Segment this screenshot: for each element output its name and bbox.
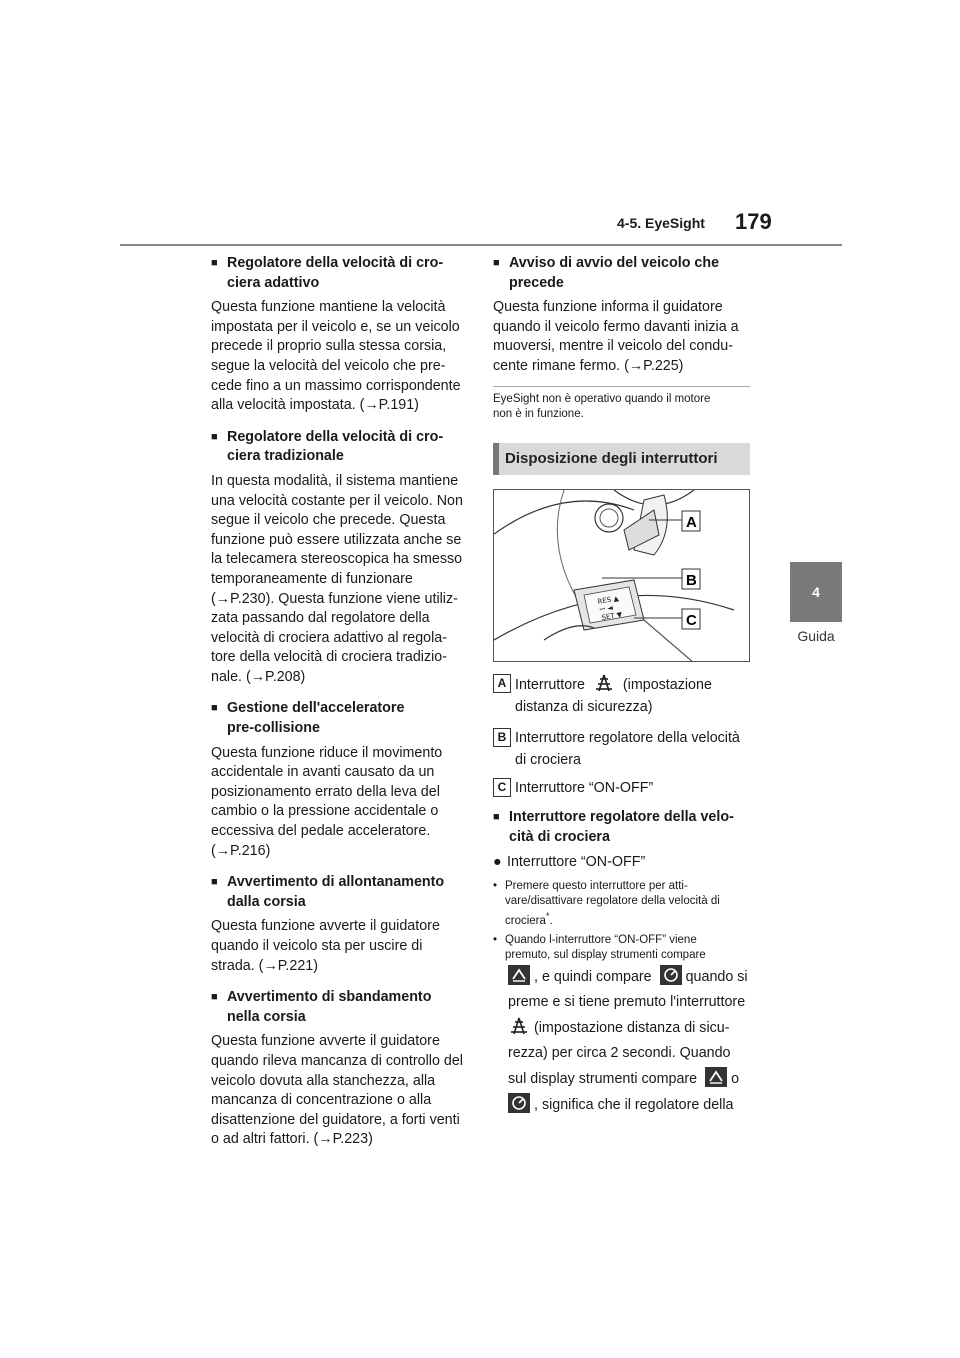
legend-text: distanza di sicurezza) [515, 699, 653, 715]
text-line: disattenzione del guidatore, a forti venti [211, 1111, 460, 1128]
heading-line: Interruttore regolatore della velo- [509, 809, 734, 825]
lever-set-label: SET ▼ [600, 610, 623, 622]
text-line: alla velocità impostata. (→P.191) [211, 397, 419, 414]
heading-line: nella corsia [227, 1008, 306, 1025]
text-line: la telecamera stereoscopica ha smesso [211, 551, 463, 568]
footnote-marker: * [545, 910, 550, 922]
legend-text: Interruttore regolatore della velocità [514, 730, 740, 746]
body-acc [211, 298, 466, 416]
heading-line: dalla corsia [227, 893, 306, 910]
continuation-line: sul display strumenti compare [508, 1071, 698, 1087]
square-bullet-icon: ■ [211, 702, 218, 715]
text-line: una velocità costante per il veicolo. Non [211, 492, 463, 509]
header-divider [120, 244, 842, 246]
distance-setting-icon [508, 1016, 530, 1036]
square-bullet-icon: ■ [211, 257, 218, 269]
text-line: (→P.230). Questa funzione viene utiliz- [211, 590, 458, 607]
small-dot-icon: • [493, 933, 498, 946]
steering-wheel-illustration [494, 490, 750, 662]
dot-item-2 [493, 933, 751, 963]
heading-line: precede [509, 274, 564, 291]
body-lead-vehicle-start [493, 298, 751, 376]
text-line: quando il veicolo fermo davanti inizia a [493, 318, 739, 335]
cruise-control-icon [508, 965, 530, 985]
dot-text: Quando l-interruttore “ON-OFF” viene [505, 933, 697, 946]
text-line: precede il proprio sulla stessa corsia, [211, 338, 447, 355]
heading-acc [211, 254, 466, 293]
continuation-line: preme e si tiene premuto l'interruttore [508, 994, 746, 1010]
legend-c [493, 777, 751, 799]
heading-line: Avviso di avvio del veicolo che [509, 255, 720, 271]
text-line: veicolo dovuta alla stanchezza, alla [211, 1072, 436, 1089]
legend-key-c: C [493, 778, 511, 797]
text-line: posizionamento errato della leva del [211, 783, 440, 800]
text-line: In questa modalità, il sistema mantiene [211, 472, 459, 489]
legend-text: (impostazione [622, 677, 712, 693]
page-number: 179 [735, 209, 772, 234]
text-line: cente rimane fermo. (→P.225) [493, 357, 684, 374]
dot-item-1 [493, 879, 751, 929]
continuation-line: quando si [685, 969, 748, 985]
square-bullet-icon: ■ [211, 876, 218, 889]
small-dot-icon: • [493, 879, 498, 892]
section-title: 4-5. EyeSight [617, 215, 705, 231]
legend-text: di crociera [515, 752, 581, 768]
text-line: Questa funzione avverte il guidatore [211, 1033, 440, 1050]
continuation-line: , e quindi compare [534, 969, 652, 985]
text-line: accidentale in avanti causato da un [211, 764, 435, 781]
continuation-line: , significa che il regolatore della [534, 1097, 734, 1113]
note-line: EyeSight non è operativo quando il motore [493, 393, 711, 405]
text-line: o ad altri fattori. (→P.223) [211, 1131, 373, 1148]
heading-cruise-switch [493, 808, 751, 847]
heading-line: pre-collisione [227, 720, 320, 737]
body-pre-collision-throttle [211, 744, 466, 862]
callout-label-a: A [686, 514, 697, 531]
heading-line: ciera adattivo [227, 274, 320, 291]
heading-conventional-cruise [211, 428, 466, 467]
square-bullet-icon: ■ [211, 991, 218, 1004]
legend-b [493, 727, 751, 771]
chapter-tab: 4 [790, 562, 842, 622]
dot-text: vare/disattivare regolatore della velocità di [505, 894, 720, 907]
square-bullet-icon: ■ [493, 257, 500, 269]
legend-a [493, 673, 751, 718]
square-bullet-icon: ■ [493, 811, 500, 823]
heading-line: Gestione dell'acceleratore [227, 700, 405, 717]
legend-key-b: B [493, 728, 511, 747]
section-heading: Disposizione degli interruttori [505, 450, 718, 467]
lever-res-label: RES ▲ [596, 594, 620, 606]
text-line: (→P.216) [211, 842, 271, 859]
text-line: nale. (→P.208) [211, 668, 306, 685]
legend-text: Interruttore “ON-OFF” [514, 780, 654, 796]
section-heading-accent [493, 443, 499, 475]
legend-key-a: A [493, 674, 511, 693]
text-line: tore della velocità di crociera tradizio- [211, 649, 448, 666]
text-line: Questa funzione mantiene la velocità [211, 299, 446, 316]
text-line: cambio o la pressione accidentale o [211, 803, 439, 820]
bullet-text: Interruttore “ON-OFF” [507, 854, 646, 871]
heading-line: Regolatore della velocità di cro- [227, 428, 444, 445]
text-line: impostata per il veicolo e, se un veicolo [211, 318, 460, 335]
continuation-line: (impostazione distanza di sicu- [534, 1020, 730, 1036]
text-line: Questa funzione avverte il guidatore [211, 918, 440, 935]
section-heading-box [493, 443, 750, 475]
text-line: Questa funzione riduce il movimento [211, 744, 443, 761]
heading-line: Avvertimento di sbandamento [227, 989, 432, 1006]
text-line: cede fino a un massimo corrispondente [211, 377, 461, 394]
body-lane-sway [211, 1032, 466, 1150]
dot-text: Premere questo interruttore per atti- [505, 879, 688, 892]
legend-text: Interruttore [514, 677, 585, 693]
body-conventional-cruise [211, 472, 466, 688]
text-line: muoversi, mentre il veicolo del condu- [493, 338, 733, 355]
heading-lead-vehicle-start [493, 254, 751, 293]
continuation-line: o [731, 1071, 740, 1087]
text-line: quando rileva mancanza di controllo del [211, 1052, 463, 1069]
right-column-bottom [493, 808, 751, 963]
heading-lane-sway [211, 988, 466, 1027]
dot-text: premuto, sul display strumenti compare [505, 948, 706, 961]
cruise-control-icon [705, 1067, 727, 1087]
heading-line: Avvertimento di allontanamento [227, 874, 445, 891]
text-line: funzione può essere utilizzata anche se [211, 531, 462, 548]
heading-line: cità di crociera [509, 828, 610, 845]
dot-text: crociera [505, 914, 546, 927]
dot-text: . [549, 914, 553, 927]
heading-pre-collision-throttle [211, 699, 466, 738]
note-divider [493, 386, 750, 387]
heading-lane-departure [211, 873, 466, 912]
note-line: non è in funzione. [493, 408, 584, 420]
switch-layout-figure [493, 489, 750, 662]
continuation-text [508, 965, 753, 1116]
callout-label-b: B [686, 572, 697, 589]
round-bullet-icon: ● [493, 854, 502, 871]
text-line: quando il veicolo sta per uscire di [211, 938, 423, 954]
text-line: Questa funzione informa il guidatore [493, 299, 723, 316]
heading-line: ciera tradizionale [227, 448, 344, 465]
note [493, 392, 751, 422]
left-column [211, 254, 466, 1150]
cruise-control-icon [508, 1093, 530, 1113]
callout-label-c: C [686, 612, 697, 629]
lever-cancel-label: ꟷ ◄ [598, 603, 614, 614]
heading-line: Regolatore della velocità di cro- [227, 255, 444, 271]
text-line: eccessiva del pedale acceleratore. [211, 823, 431, 840]
text-line: segue il veicolo che precede. Questa [211, 512, 446, 529]
square-bullet-icon: ■ [211, 430, 218, 443]
chapter-label: Guida [797, 628, 835, 644]
cruise-control-icon [660, 965, 682, 985]
continuation-line: rezza) per circa 2 secondi. Quando [508, 1045, 731, 1061]
text-line: mancanza di concentrazione o alla [211, 1092, 432, 1109]
text-line: strada. (→P.221) [211, 957, 319, 974]
text-line: segue la velocità del veicolo che pre- [211, 357, 446, 374]
text-line: velocità di crociera adattivo al regola- [211, 629, 448, 646]
body-lane-departure [211, 917, 466, 976]
distance-setting-icon [593, 673, 615, 693]
text-line: temporaneamente di funzionare [211, 570, 413, 587]
bullet-on-off [493, 853, 751, 873]
right-column-top [493, 254, 751, 377]
text-line: zata passando dal regolatore della [211, 610, 430, 627]
